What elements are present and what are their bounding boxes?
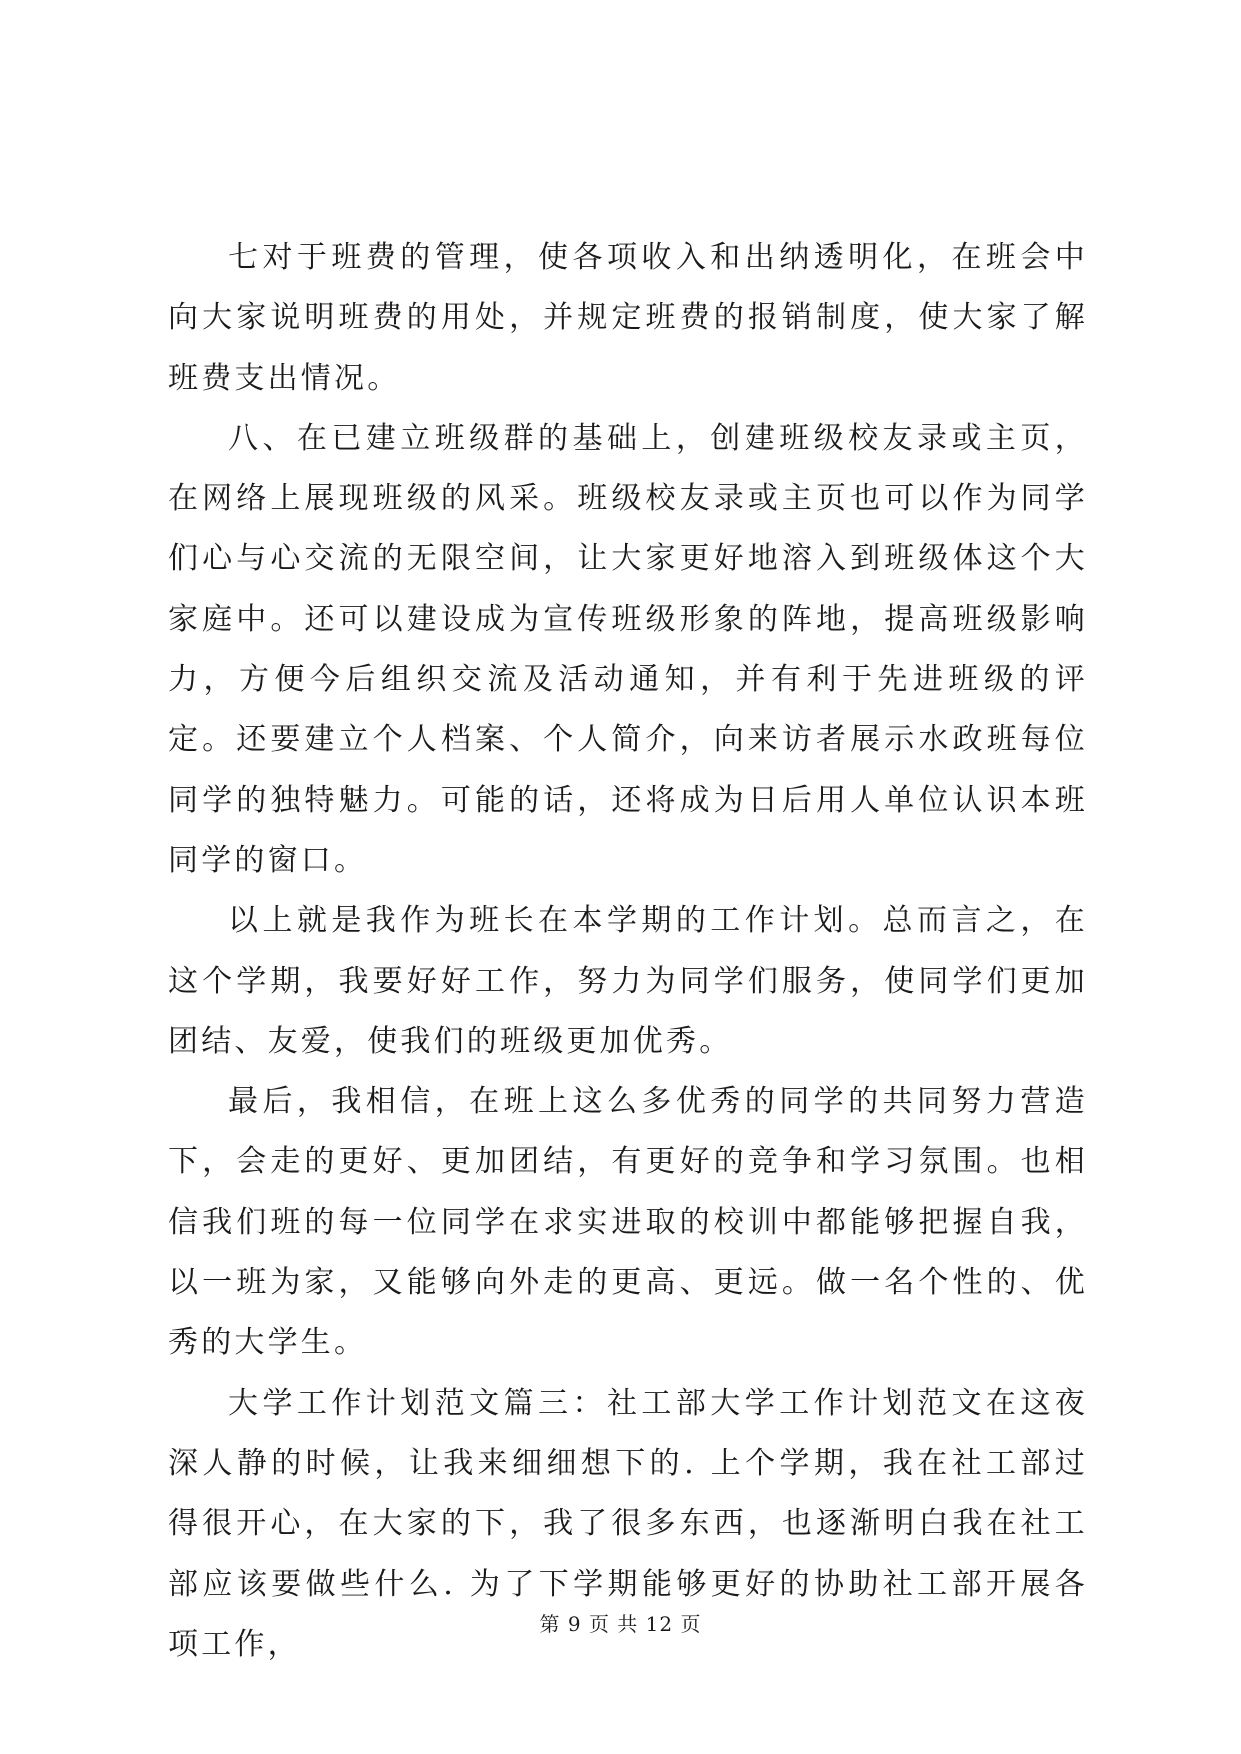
paragraph-summary: 以上就是我作为班长在本学期的工作计划。总而言之，在这个学期，我要好好工作，努力为同学们服务，使同学们更加团结、友爱，使我们的班级更加优秀。 — [168, 903, 1088, 1059]
document-body — [168, 228, 1088, 1675]
paragraph-class-homepage: 八、在已建立班级群的基础上，创建班级校友录或主页，在网络上展现班级的风采。班级校友录或主页也可以作为同学们心与心交流的无限空间，让大家更好地溶入到班级体这个大家庭中。还可以建设成为宣传班级形象的阵地，提高班级影响力，方便今后组织交流及活动通知，并有利于先进班级的评定。还要建立个人档案、个人简介，向来访者展示水政班每位同学的独特魅力。可能的话，还将成为日后用人单位认识本班同学的窗口。 — [168, 420, 1088, 878]
paragraph-closing: 最后，我相信，在班上这么多优秀的同学的共同努力营造下，会走的更好、更加团结，有更好的竞争和学习氛围。也相信我们班的每一位同学在求实进取的校训中都能够把握自我，以一班为家，又能够向外走的更高、更远。做一名个性的、优秀的大学生。 — [168, 1084, 1088, 1361]
paragraph-plan-three: 大学工作计划范文篇三：社工部大学工作计划范文在这夜深人静的时候，让我来细细想下的. 上个学期，我在社工部过得很开心，在大家的下，我了很多东西，也逐渐明白我在社工部应该要做些什么. 为了下学期能够更好的协助社工部开展各项工作， — [168, 1385, 1088, 1662]
paragraph-class-fee-management: 七对于班费的管理，使各项收入和出纳透明化，在班会中向大家说明班费的用处，并规定班费的报销制度，使大家了解班费支出情况。 — [168, 240, 1088, 396]
page-number-footer: 第 9 页 共 12 页 — [539, 1612, 702, 1636]
